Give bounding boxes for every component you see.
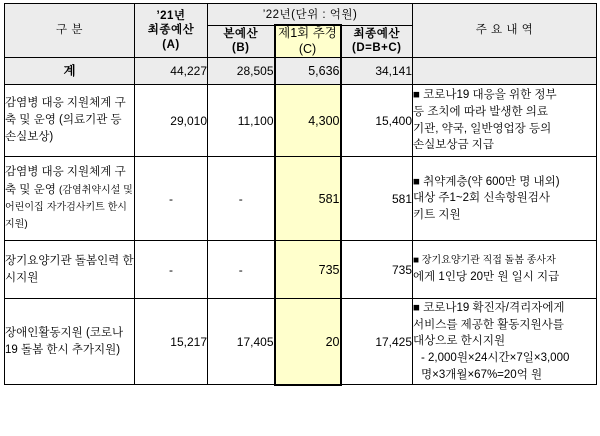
row-description: [413, 157, 597, 241]
header-2021-final-label: 최종예산: [147, 24, 195, 37]
total-label: 계: [5, 58, 135, 85]
row-2022-final: 15,400: [341, 85, 413, 157]
row-2021-final: -: [135, 157, 208, 241]
header-2022-final-label: 최종예산: [353, 28, 400, 40]
desc-line: 대상으로 한시지원: [413, 335, 506, 348]
header-2022-group: ’22년(단위 : 억원): [208, 4, 413, 26]
row-label-line: 장기요양기관 돌봄인력: [5, 254, 120, 267]
table-row: [5, 157, 597, 241]
desc-line: 명×3개월×67%=20억 원: [421, 368, 543, 381]
row-main-budget: -: [208, 241, 275, 299]
table-row-total: [5, 58, 597, 85]
row-2021-final: 15,217: [135, 299, 208, 385]
row-2021-final: -: [135, 241, 208, 299]
row-supplementary: 581: [275, 157, 341, 241]
total-supplementary: 5,636: [275, 58, 341, 85]
row-2022-final: 17,425: [341, 299, 413, 385]
row-main-budget: 17,405: [208, 299, 275, 385]
header-main-details: 주 요 내 역: [413, 4, 597, 58]
row-label-line: 한시지원: [5, 254, 134, 284]
row-label-line: 장애인활동지원: [5, 326, 83, 339]
row-label-line: 자가검사키트 한시지원): [5, 201, 127, 230]
desc-line: 에게 1인당 20만 원 일시 지급: [413, 270, 560, 283]
total-main-budget: 28,505: [208, 58, 275, 85]
row-label-line: (코로나19 돌봄 한시: [5, 326, 124, 356]
header-2021-final-budget: [135, 4, 208, 58]
row-label-line: 추가지원): [71, 343, 121, 356]
desc-line: 손실보상금 지급: [413, 139, 494, 152]
row-supplementary: 4,300: [275, 85, 341, 157]
row-label: [5, 241, 135, 299]
row-description: [413, 299, 597, 385]
desc-line: ■ 코로나19 확진자/격리자에게: [413, 302, 565, 315]
desc-line: 서비스를 제공한 활동지원사를: [413, 318, 564, 331]
budget-table-document: [0, 3, 600, 436]
row-supplementary: 20: [275, 299, 341, 385]
total-2021-final: 44,227: [135, 58, 208, 85]
desc-line: 등 조치에 따라 발생한 의료: [413, 106, 548, 119]
total-desc: [413, 58, 597, 85]
desc-line: ■ 코로나19 대응을 위한 정부: [413, 89, 557, 102]
total-2022-final: 34,141: [341, 58, 413, 85]
header-2022-final-symbol: (D=B+C): [352, 42, 402, 55]
table-header-row-1: [5, 4, 597, 26]
desc-line: 키트 지원: [413, 209, 461, 222]
table-row: [5, 299, 597, 385]
header-main-budget-symbol: (B): [232, 42, 250, 55]
desc-line: 기관, 약국, 일반영업장 등의: [413, 122, 552, 135]
budget-table: [4, 3, 597, 386]
row-main-budget: -: [208, 157, 275, 241]
row-description: [413, 241, 597, 299]
row-label-line: 감염병 대응 지원체계: [5, 166, 112, 179]
row-main-budget: 11,100: [208, 85, 275, 157]
desc-line: 대상 주1~2회 신속항원검사: [413, 192, 551, 205]
desc-line: ■ 취약계층(약 600만 명 내외): [413, 175, 560, 188]
header-2021-symbol: (A): [162, 38, 180, 51]
row-label: [5, 85, 135, 157]
row-label-line: 구축 및 운영: [5, 96, 126, 127]
desc-line: - 2,000원×24시간×7일×3,000: [421, 352, 570, 365]
row-supplementary: 735: [275, 241, 341, 299]
table-row: [5, 241, 597, 299]
row-2021-final: 29,010: [135, 85, 208, 157]
header-first-supplementary: [275, 25, 341, 58]
row-label-line: (의료기관 등 손실보상): [5, 114, 122, 144]
header-2022-final-budget: [341, 25, 413, 58]
header-2021-year: ’21년: [156, 10, 186, 23]
header-category: 구 분: [5, 4, 135, 58]
table-row: [5, 85, 597, 157]
row-2022-final: 735: [341, 241, 413, 299]
header-supp-line2: 추경: [312, 26, 337, 40]
header-supp-symbol: (C): [298, 41, 317, 56]
header-main-budget-label: 본예산: [223, 28, 259, 40]
row-2022-final: 581: [341, 157, 413, 241]
row-label-line: 감염병 대응 지원체계: [5, 96, 112, 109]
row-label: [5, 157, 135, 241]
desc-line: ■ 장기요양기관 직접 돌봄 종사자: [413, 255, 556, 267]
row-description: [413, 85, 597, 157]
row-label-line: (감염취약시설 및 어린이집: [5, 184, 133, 213]
header-supp-line1: 제1회: [278, 26, 310, 40]
row-label: [5, 299, 135, 385]
header-main-budget: [208, 25, 275, 58]
row-label-line: 구축 및 운영: [5, 166, 126, 196]
